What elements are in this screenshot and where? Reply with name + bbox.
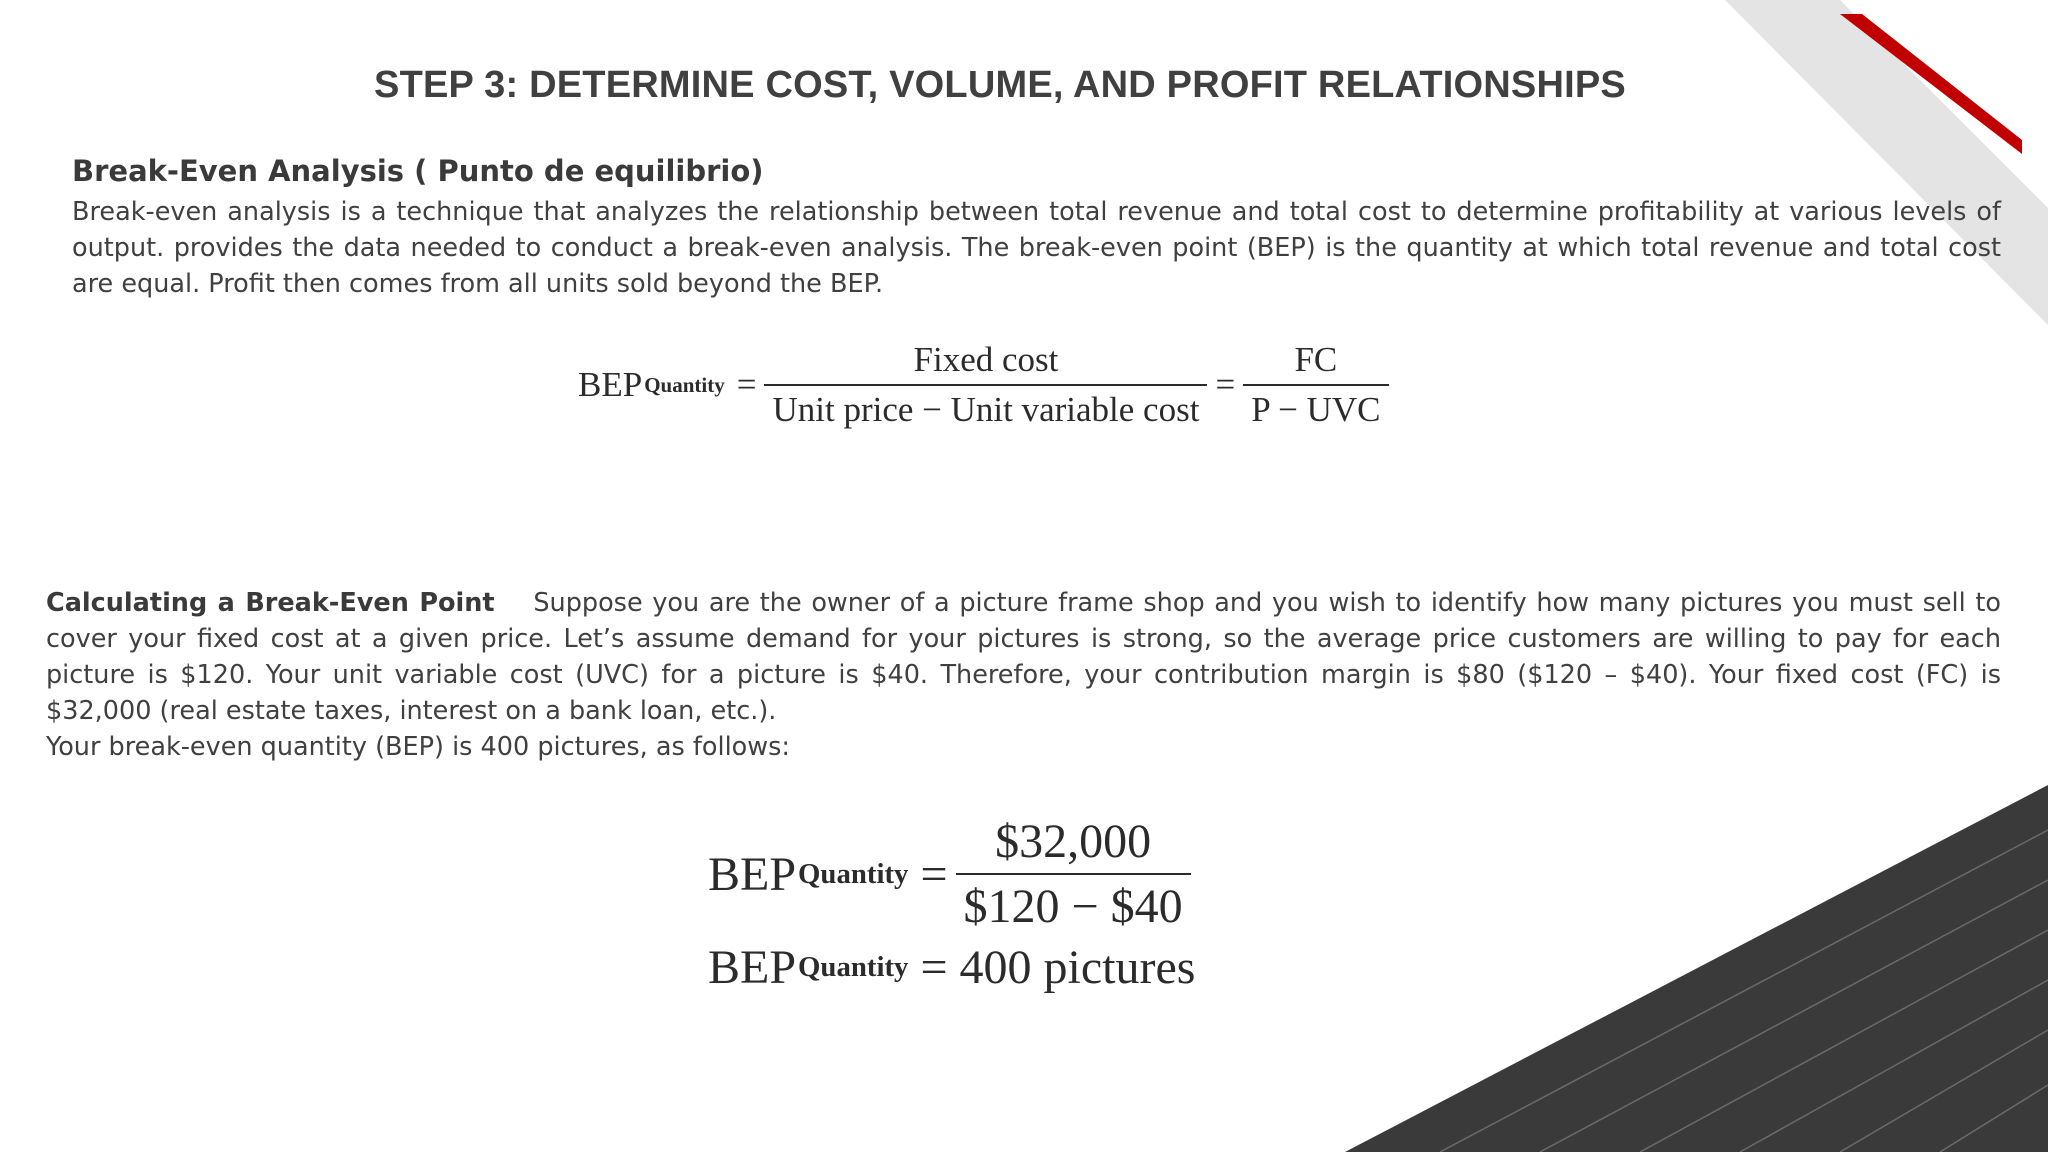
fraction-numerator: Fixed cost [764,340,1207,386]
result-line: Your break-even quantity (BEP) is 400 pictures, as follows: [46,732,790,762]
section-heading: Break-Even Analysis ( Punto de equilibrio) [72,154,764,188]
example-paragraph [46,585,2001,729]
equals-sign: = [1215,365,1236,404]
formula-lhs-subscript: Quantity [798,951,909,983]
example-lead: Calculating a Break-Even Point [46,588,495,618]
formula-lhs: BEP [578,365,643,404]
bep-general-formula [578,340,1385,430]
intro-paragraph: Break-even analysis is a technique that analyzes the relationship between total revenue and total cost to determine profitability at various levels of output. provides the data needed to conduct a break-even analysis. The break-even point (BEP) is the quantity at which total revenue and total cost are equal. Profit then comes from all units sold beyond the BEP. [72,197,2001,299]
fraction-denominator: Unit price − Unit variable cost [772,390,1200,429]
slide-title: STEP 3: DETERMINE COST, VOLUME, AND PROFIT RELATIONSHIPS [374,64,1626,106]
bep-example-formula [708,814,1195,995]
formula-result: 400 pictures [959,941,1196,994]
fraction-fixed-cost [768,340,1203,430]
fraction-fc-abbrev [1247,340,1384,430]
equals-sign: = [736,365,757,404]
equals-sign: = [920,941,948,994]
formula-lhs-subscript: Quantity [798,857,909,890]
equals-sign: = [920,847,948,901]
fraction-numerator: FC [1243,340,1388,386]
fraction-numerator: $32,000 [956,814,1191,875]
formula-lhs-subscript: Quantity [644,372,725,397]
formula-lhs: BEP [708,941,797,994]
decor-dark-wedge [1345,785,2048,1152]
fraction-denominator: $120 − $40 [963,880,1183,933]
fraction-denominator: P − UVC [1251,390,1381,429]
example-body: Suppose you are the owner of a picture frame shop and you wish to identify how many pictures you must sell to cover your fixed cost at a given price. Let’s assume demand for your pictures is strong, so the average price customers are willing to pay for each picture is $120. Your unit variable cost (UVC) for a picture is $40. Therefore, your contribution margin is $80 ($120 – $40). Your fixed cost (FC) is $32,000 (real estate taxes, interest on a bank loan, etc.). [46,588,2001,726]
formula-lhs: BEP [708,847,797,901]
fraction-example [960,814,1187,934]
